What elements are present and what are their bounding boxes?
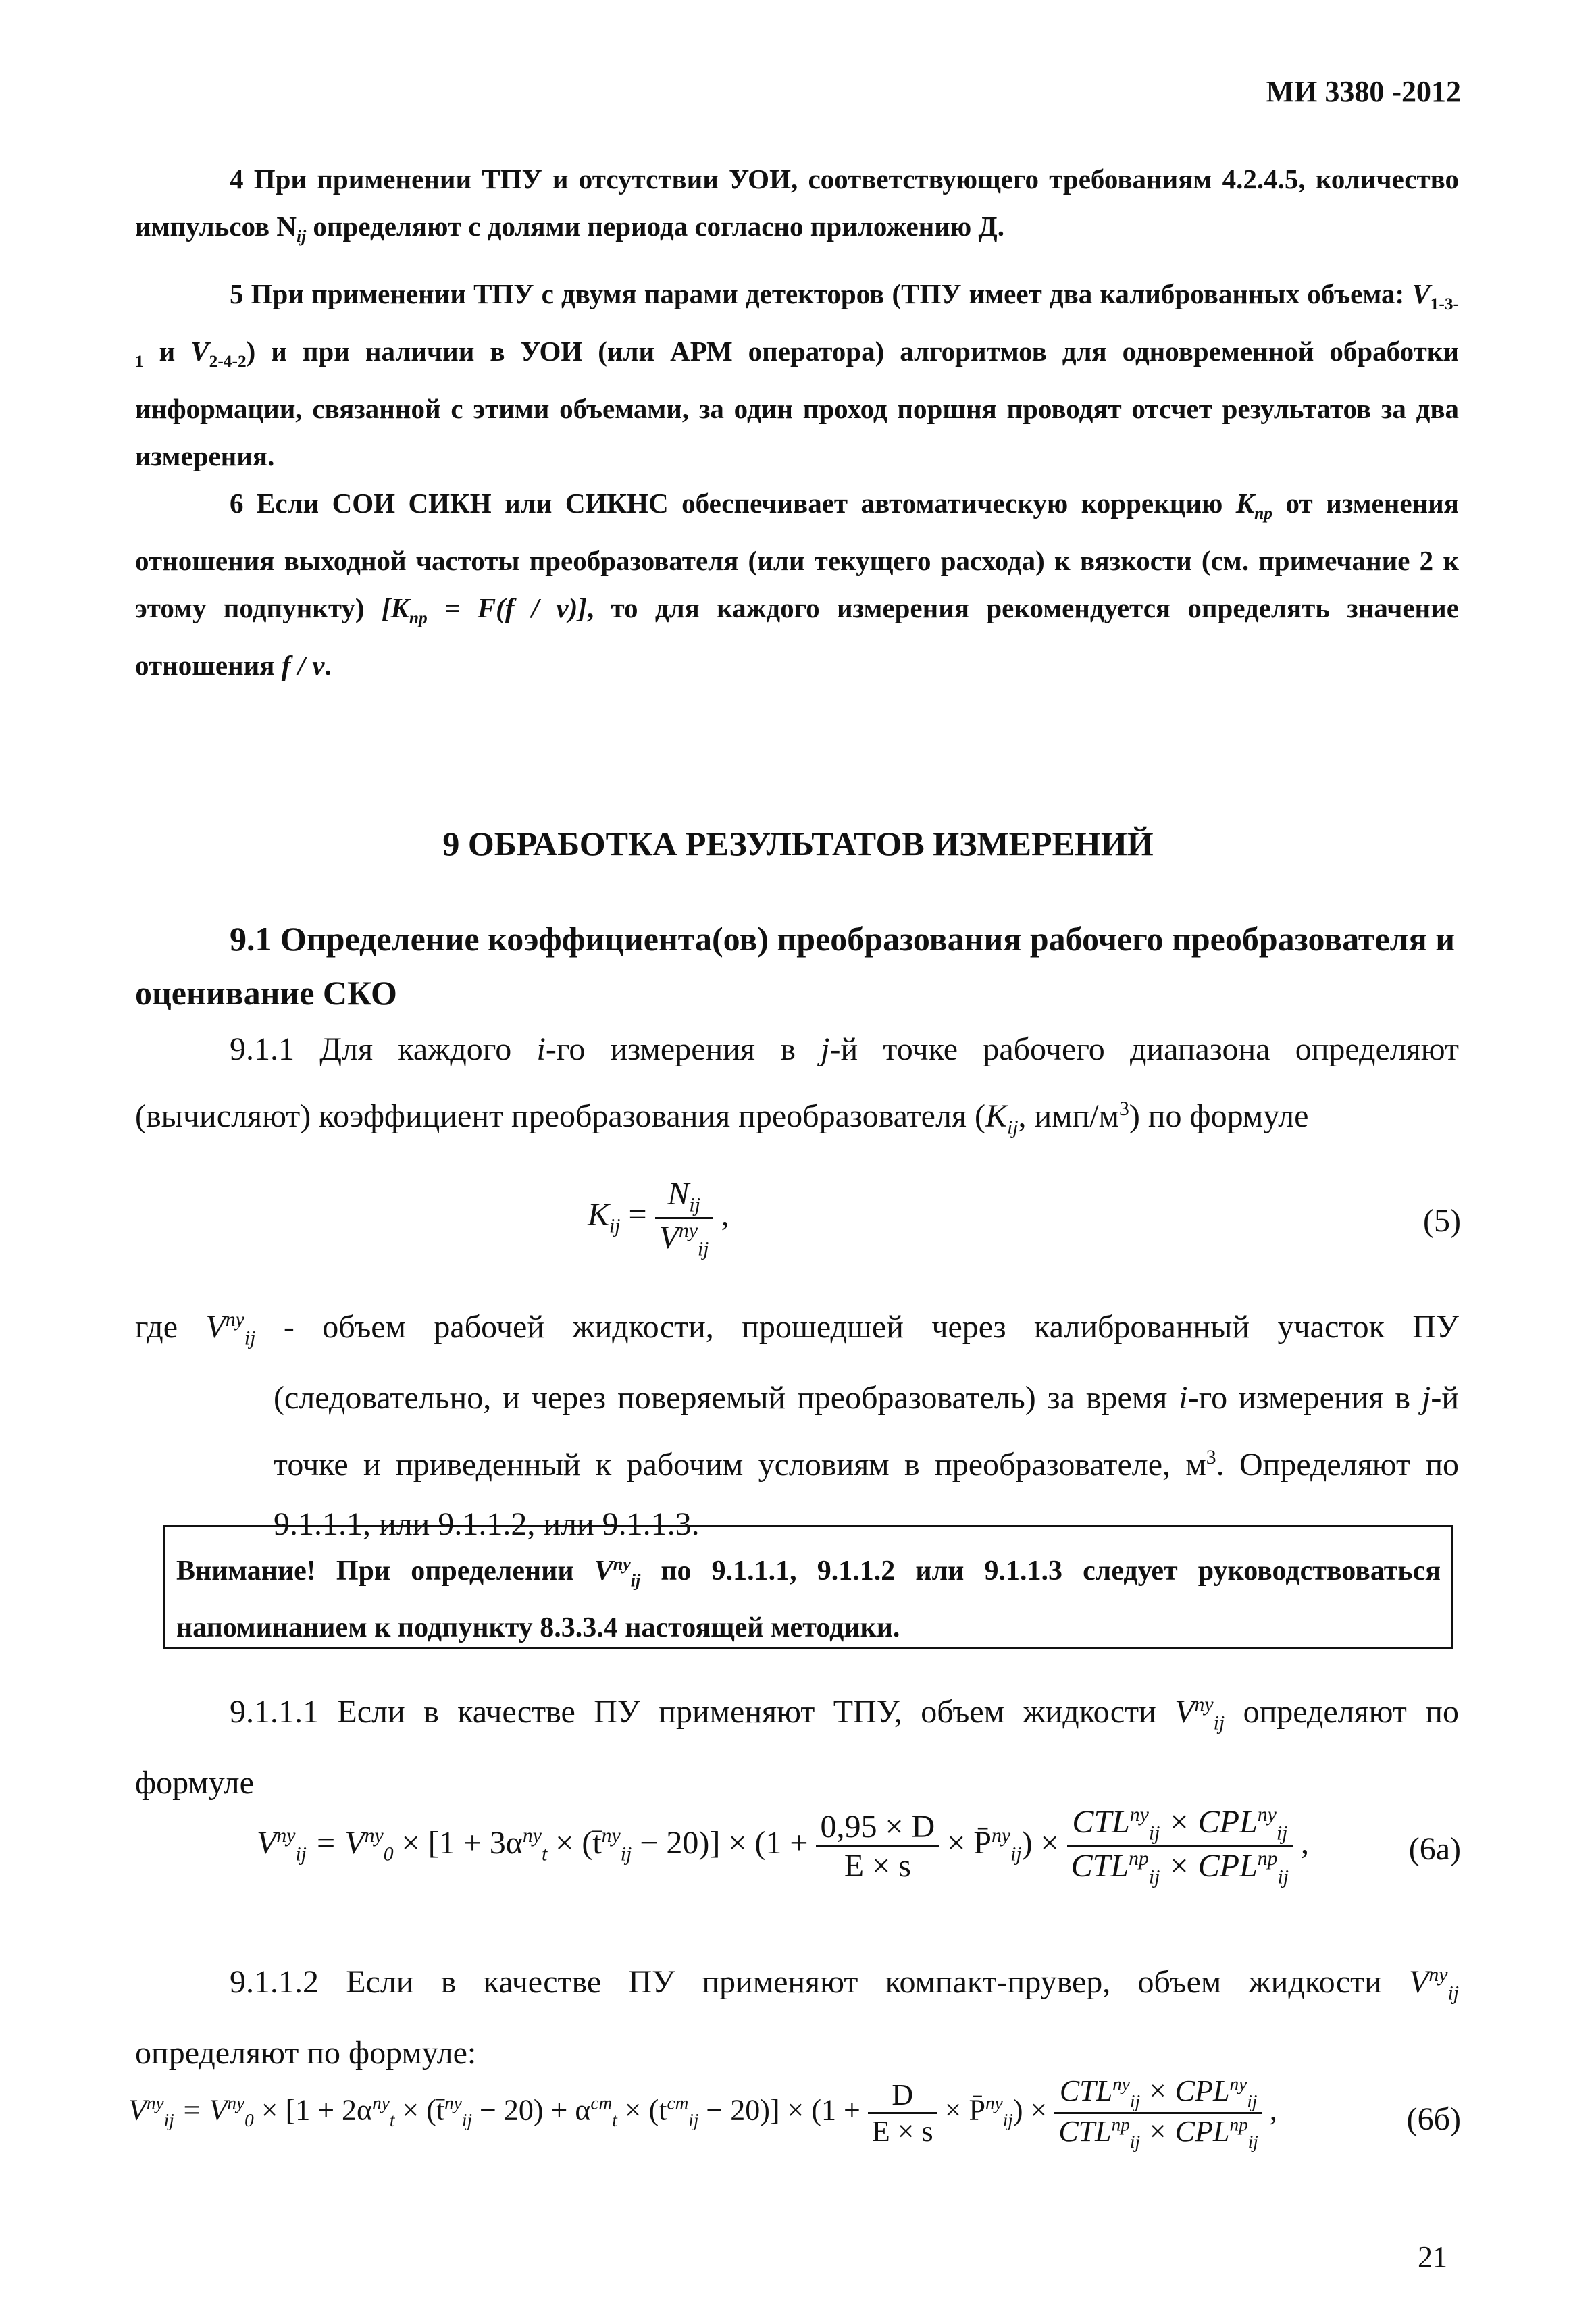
p9111-v-sub: ij [1213, 1712, 1225, 1734]
eq6b-part5-sup: пу [985, 2092, 1003, 2113]
note-5-text-b: ) и при наличии в УОИ (или АРМ оператора) алгоритмов для одновременной обработки информации, связанной с этими объемами, за один проход поршня проводят отсчет результатов за два измерения. [135, 336, 1459, 472]
paragraph-9-1-1 [135, 1020, 1459, 1158]
eq6a-lhs-sub: ij [295, 1843, 307, 1866]
eq6a-part5: × P̄ [939, 1825, 992, 1861]
note-6-formula: [K [381, 592, 409, 624]
where-a: - объем рабочей жидкости, прошедшей через калиброванный участок ПУ (следовательно, и через поверяемый преобразователь) за время [255, 1309, 1459, 1416]
note-6-k-sub: пр [1254, 504, 1272, 523]
eq6b-part6: ) × [1012, 2093, 1055, 2127]
paragraph-9-1-1-2 [135, 1945, 1459, 2083]
where-d: . Определяют по 9.1.1.1, или 9.1.1.2, или 9.1.1.3. [274, 1446, 1460, 1542]
eq6a-part4: − 20)] × (1 + [632, 1825, 817, 1861]
eq6a-frac-den: E × s [844, 1847, 911, 1884]
eq6a-lhs: V [257, 1825, 277, 1861]
eq6b-num-sup: пу [1112, 2074, 1130, 2094]
note-5-v1-sub: 1-3-1 [135, 294, 1459, 371]
equation-5: $K_{ij}$ = $\frac{N_{ij}}{V^{пу}_{ij}}$ , [588, 1176, 729, 1260]
p911-j: j [821, 1031, 830, 1067]
eq6a-den-sup: пр [1129, 1847, 1149, 1870]
note-4-text: 4 При применении ТПУ и отсутствии УОИ, соответствующего требованиям 4.2.4.5, количество импульсов N [135, 163, 1459, 242]
attention-a: Внимание! При определении [176, 1555, 594, 1587]
p9112-b: определяют по формуле: [135, 2034, 477, 2071]
eq6a-den-sub: ij [1148, 1866, 1160, 1888]
eq6a-fraction-1 [816, 1808, 939, 1884]
p911-i: i [536, 1031, 546, 1067]
note-6-end: . [324, 650, 332, 682]
eq6b-part4: − 20) + α [472, 2093, 591, 2127]
attention-v-sub: ij [630, 1570, 641, 1591]
eq6a-den: CTL [1071, 1847, 1129, 1884]
eq6a-frac-num: 0,95 × D [816, 1808, 939, 1847]
eq6b-part4-sub: t [612, 2110, 617, 2131]
note-4 [135, 155, 1459, 260]
where-v: V [205, 1309, 226, 1345]
attention-v: V [594, 1555, 613, 1587]
note-6-text-c: , то для каждого измерения рекомендуется определять значение отношения [135, 592, 1459, 682]
note-5-v2-sub: 2-4-2 [209, 352, 247, 371]
eq5-lhs-sub: ij [609, 1214, 621, 1237]
eq6b-lhs: V [128, 2093, 147, 2127]
note-5-text-a: 5 При применении ТПУ с двумя парами детекторов (ТПУ имеет два калиброванных объема: [230, 278, 1412, 309]
note-6-text-b: от изменения отношения выходной частоты преобразователя (или текущего расхода) к вязкости (см. примечание 2 к этому подпункту) [135, 488, 1459, 624]
eq5-den: V [659, 1219, 679, 1256]
eq5-fraction [655, 1175, 713, 1260]
note-5-and: и [143, 336, 191, 367]
eq6a-lhs-sup: пу [276, 1824, 296, 1847]
eq6b-part3-sup: пу [444, 2092, 462, 2113]
eq6b-frac-num: D [868, 2078, 937, 2114]
where-v-sup: пу [225, 1308, 244, 1331]
where-b: -го измерения в [1187, 1379, 1422, 1416]
note-6-formula-sub: пр [409, 609, 428, 628]
eq6a-tail: , [1293, 1825, 1310, 1861]
eq5-den-sup: пу [678, 1218, 698, 1241]
eq6a-number: (6а) [1408, 1831, 1461, 1867]
where-lead: где [135, 1309, 206, 1345]
eq6b-part4b: × (t [617, 2093, 667, 2127]
p9112-v-sub: ij [1447, 1982, 1459, 2005]
note-5 [135, 270, 1459, 480]
eq6b-part1: = V [174, 2093, 228, 2127]
p911-k: K [985, 1098, 1007, 1134]
eq6a-part3: × (t̄ [547, 1825, 602, 1861]
note-6-ratio: f / ν [281, 650, 325, 682]
eq5-number: (5) [1423, 1203, 1461, 1239]
eq6a-den-sub2: ij [1277, 1866, 1289, 1888]
where-clause [135, 1290, 1459, 1554]
eq6b-den-sub: ij [1129, 2131, 1141, 2152]
note-5-v2: V [190, 336, 209, 367]
p9112-a: 9.1.1.2 Если в качестве ПУ применяют компакт-прувер, объем жидкости [230, 1964, 1410, 2000]
p911-c: -й точке рабочего диапазона определяют (вычисляют) коэффициент преобразования преобразователя ( [135, 1031, 1460, 1134]
eq6b-num-sup2: пу [1229, 2074, 1247, 2094]
eq6b-part1-sub: 0 [244, 2110, 254, 2131]
paragraph-9-1-1-1 [135, 1675, 1459, 1813]
eq6b-num-mid: × CPL [1140, 2074, 1230, 2107]
eq6a-num-sup2: пу [1257, 1803, 1277, 1826]
page-number: 21 [1418, 2240, 1447, 2273]
eq6b-part5: × P̄ [937, 2093, 985, 2127]
document-code: МИ 3380 -2012 [1266, 75, 1461, 108]
eq6a-num-sub2: ij [1276, 1822, 1288, 1845]
note-4-sub: ij [297, 227, 307, 247]
eq6b-part2-sup: пу [372, 2092, 390, 2113]
eq6b-part2-sub: t [389, 2110, 395, 2131]
p9111-b: определяют по формуле [135, 1694, 1459, 1801]
eq6b-part3: × (t̄ [394, 2093, 445, 2127]
attention-box [163, 1525, 1453, 1649]
eq6a-part5-sup: пу [991, 1824, 1011, 1847]
note-6-text-a: 6 Если СОИ СИКН или СИКНС обеспечивает автоматическую коррекцию [230, 488, 1236, 519]
p9111-v: V [1175, 1694, 1195, 1730]
eq6b-num-sub2: ij [1247, 2090, 1258, 2111]
equation-6b [128, 2074, 1277, 2153]
eq6b-den-sup2: пр [1229, 2114, 1248, 2135]
eq5-num: N [667, 1176, 690, 1212]
eq6a-part1-sup: пу [364, 1824, 384, 1847]
section-title: 9 ОБРАБОТКА РЕЗУЛЬТАТОВ ИЗМЕРЕНИЙ [442, 825, 1154, 863]
eq6b-part1-sup: пу [227, 2092, 245, 2113]
equation-6a [257, 1803, 1309, 1888]
eq6a-part3-sub: ij [620, 1843, 632, 1866]
eq6a-num-sub: ij [1148, 1822, 1160, 1845]
eq6a-den-sup2: пр [1257, 1847, 1278, 1870]
eq6b-part4c: − 20)] × (1 + [698, 2093, 868, 2127]
eq6b-part3-sub: ij [461, 2110, 473, 2131]
eq6a-fraction-2 [1067, 1803, 1293, 1888]
eq6b-den-sub2: ij [1247, 2131, 1258, 2152]
eq5-num-sub: ij [689, 1193, 700, 1216]
where-c: -й точке и приведенный к рабочим условиям в преобразователе, м [274, 1379, 1460, 1483]
attention-b: по 9.1.1.1, 9.1.1.2 или 9.1.1.3 следует руководствоваться напоминанием к подпункту 8.3.3.4 настоящей методики. [176, 1555, 1441, 1644]
eq6a-part2: × [1 + 3α [393, 1825, 523, 1861]
eq6a-part2-sub: t [542, 1843, 548, 1866]
eq6a-part1: = V [306, 1825, 365, 1861]
eq6a-part1-sub: 0 [383, 1843, 394, 1866]
eq6b-lhs-sub: ij [163, 2110, 174, 2131]
eq5-lhs: K [588, 1197, 610, 1233]
where-v-sub: ij [244, 1327, 256, 1349]
eq6b-lhs-sup: пу [146, 2092, 164, 2113]
where-c-sup: 3 [1206, 1445, 1216, 1468]
eq6a-num-sup: пу [1129, 1803, 1149, 1826]
eq6a-part5-sub: ij [1010, 1843, 1022, 1866]
p911-d: , имп/м [1018, 1098, 1119, 1134]
attention-v-sup: пу [613, 1554, 631, 1574]
eq6b-den: CTL [1058, 2114, 1112, 2148]
where-j: j [1422, 1379, 1431, 1416]
note-6-k: K [1235, 488, 1255, 519]
eq6a-num-mid: × CPL [1160, 1804, 1258, 1840]
p911-e: ) по формуле [1129, 1098, 1309, 1134]
eq6b-den-mid: × CPL [1140, 2114, 1230, 2148]
eq6b-part2: × [1 + 2α [253, 2093, 373, 2127]
eq6b-num: CTL [1059, 2074, 1113, 2107]
eq6b-part4-sup: ст [590, 2092, 613, 2113]
eq5-den-sub: ij [698, 1237, 709, 1260]
note-6-formula-tail: = F(f / ν)] [427, 592, 587, 624]
p911-a: 9.1.1 Для каждого [230, 1031, 537, 1067]
eq6b-number: (6б) [1406, 2101, 1461, 2137]
p9112-v-sup: пу [1428, 1963, 1448, 1986]
eq6b-part4b-sub: ij [688, 2110, 699, 2131]
where-i: i [1179, 1379, 1188, 1416]
eq6b-frac-den: E × s [871, 2114, 933, 2148]
attention-text [165, 1527, 1451, 1651]
p911-b: -го измерения в [545, 1031, 821, 1067]
note-6 [135, 480, 1459, 689]
p9111-v-sup: пу [1194, 1693, 1214, 1716]
eq6b-den-sup: пр [1111, 2114, 1130, 2135]
eq6a-part6: ) × [1021, 1825, 1067, 1861]
eq6b-part4b-sup: ст [667, 2092, 689, 2113]
eq5-tail: , [713, 1197, 729, 1233]
p911-d-sup: 3 [1118, 1098, 1129, 1120]
eq6a-den-mid: × CPL [1160, 1847, 1258, 1884]
p911-k-sub: ij [1006, 1116, 1019, 1139]
eq6b-fraction-2 [1054, 2074, 1262, 2153]
eq6b-part5-sub: ij [1002, 2110, 1013, 2131]
note-4-tail: определяют с долями периода согласно приложению Д. [306, 211, 1004, 242]
p9111-a: 9.1.1.1 Если в качестве ПУ применяют ТПУ, объем жидкости [230, 1694, 1175, 1730]
eq6a-num: CTL [1072, 1804, 1130, 1840]
p9112-v: V [1409, 1964, 1429, 2000]
eq6b-tail: , [1262, 2093, 1277, 2127]
note-5-v1: V [1412, 278, 1431, 309]
eq6a-part3-sup: пу [601, 1824, 621, 1847]
eq6b-fraction-1 [868, 2078, 937, 2149]
eq6a-part2-sup: пу [522, 1824, 542, 1847]
subsection-title: 9.1 Определение коэффициента(ов) преобразования рабочего преобразователя и оценивание СКО [135, 920, 1456, 1012]
eq6b-num-sub: ij [1129, 2090, 1141, 2111]
